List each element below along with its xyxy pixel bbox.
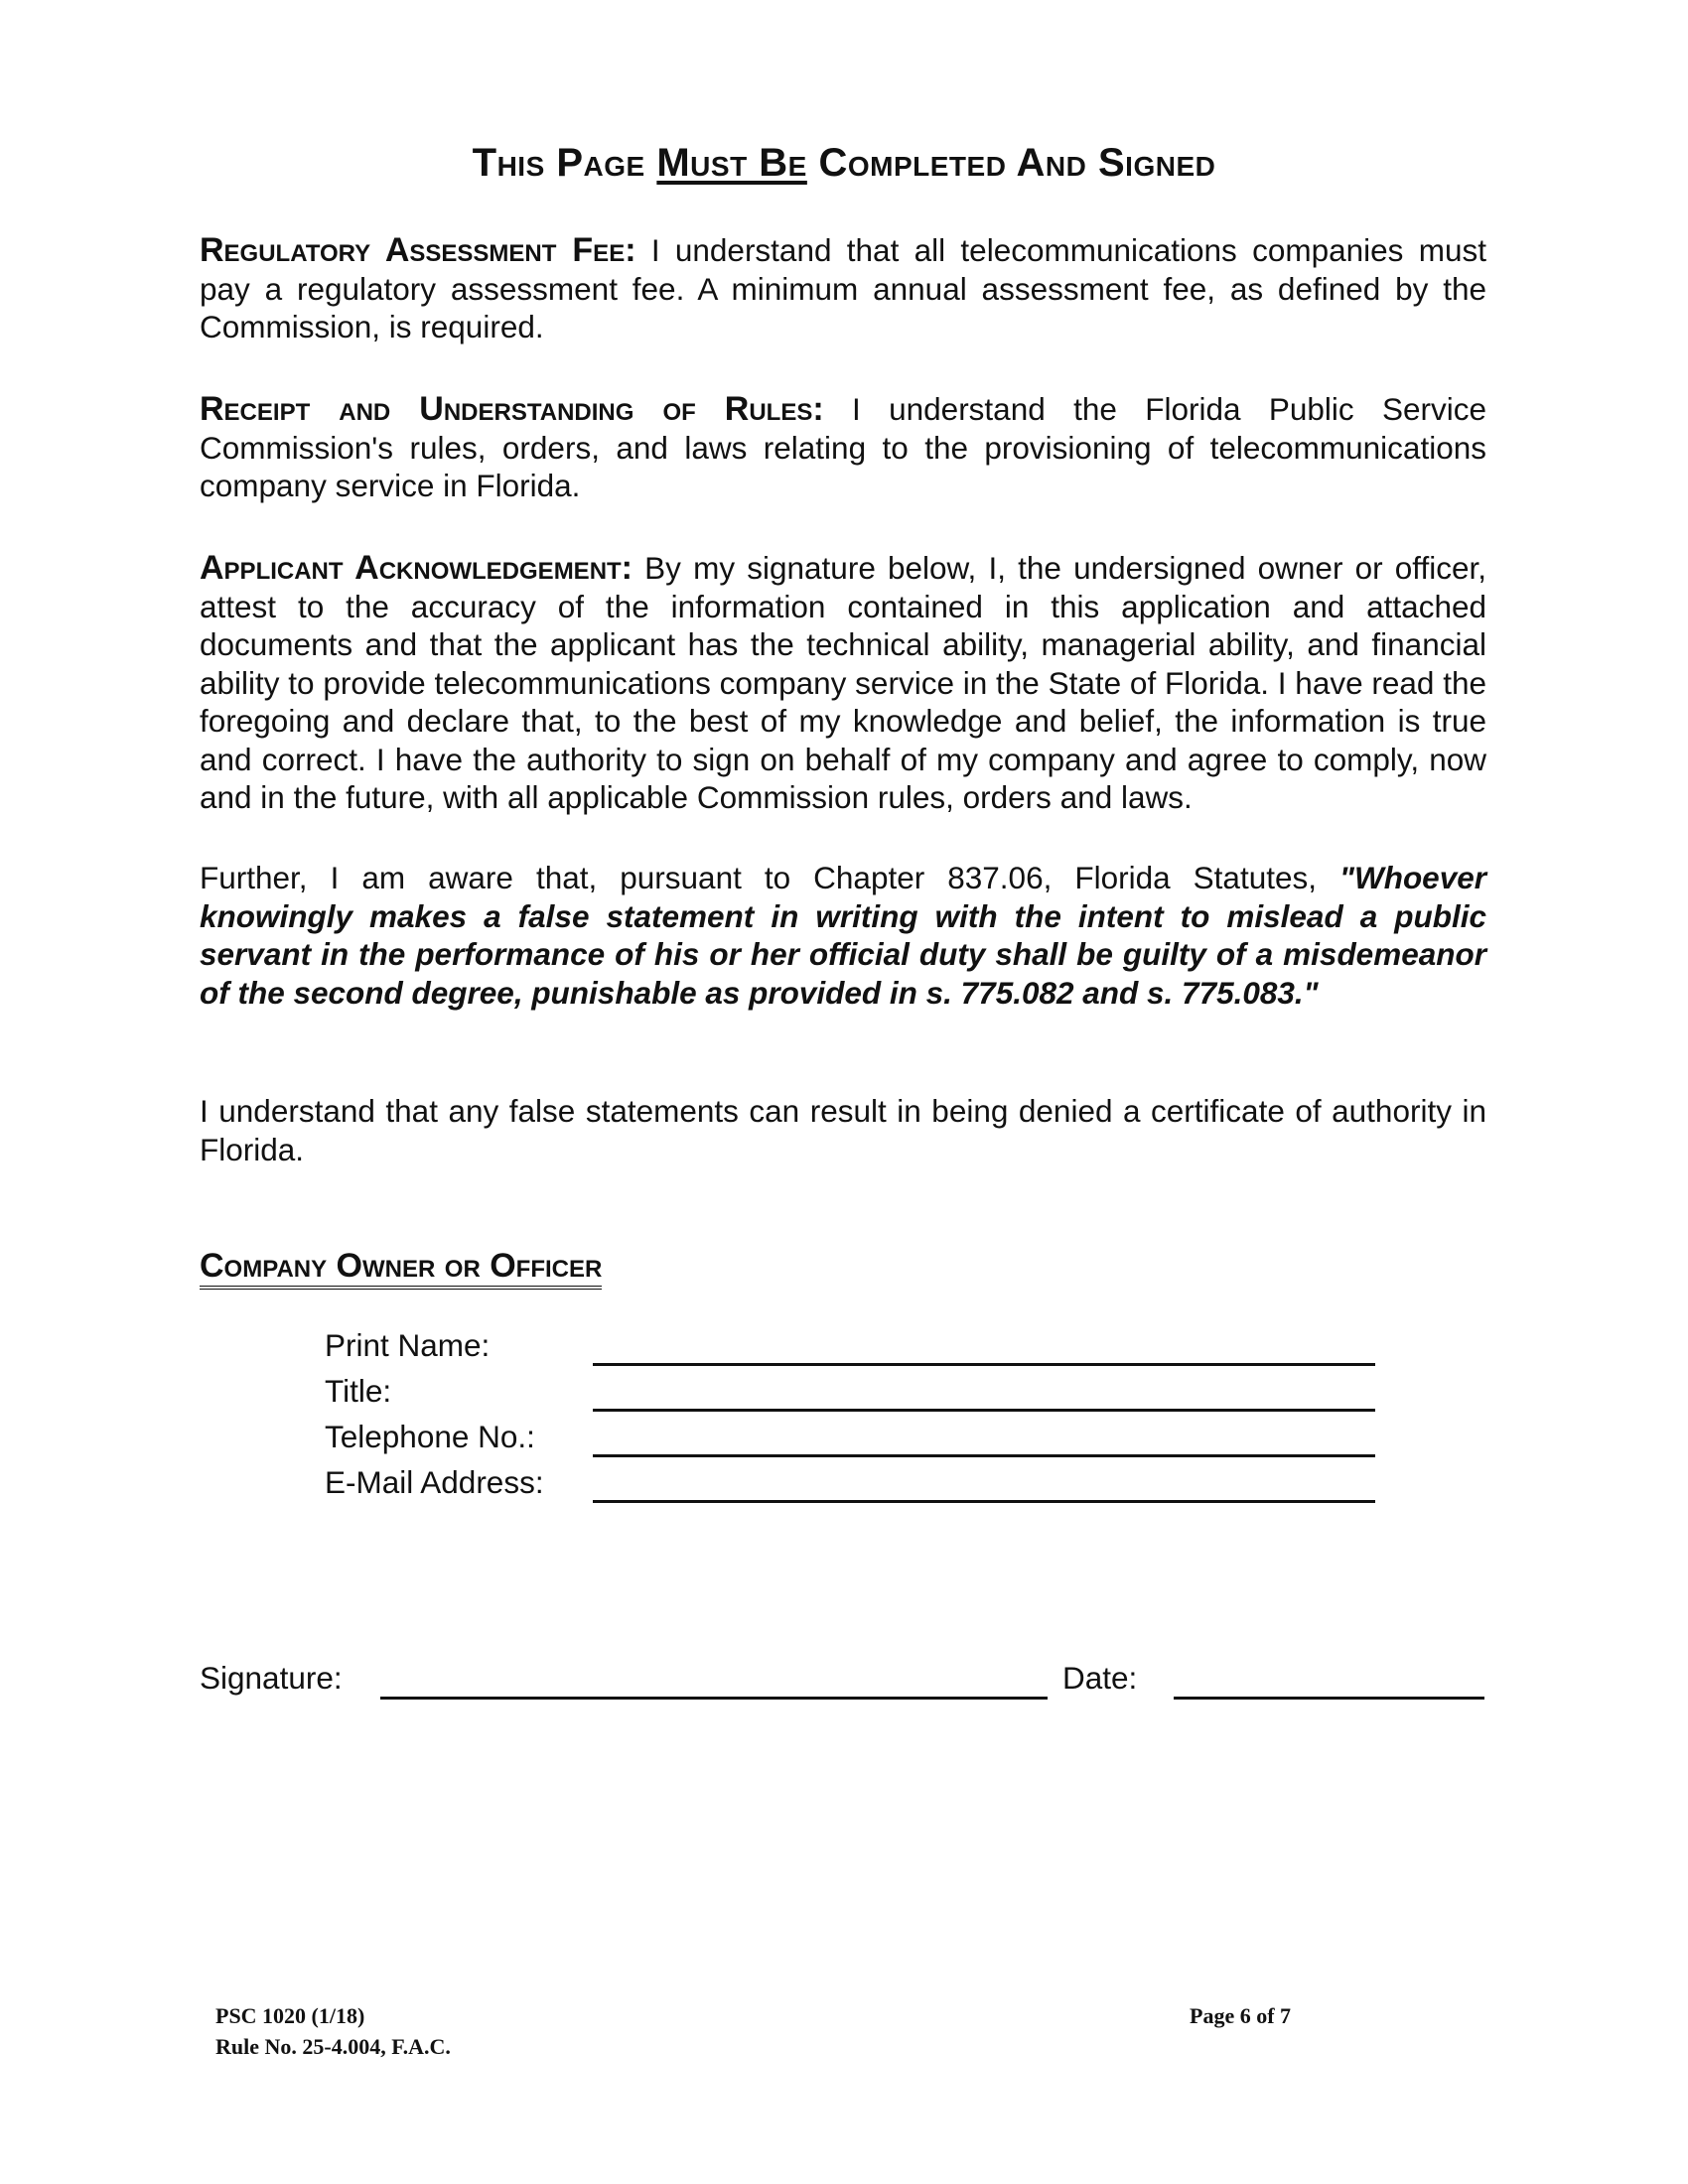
footer-rule-number: Rule No. 25-4.004, F.A.C. (215, 2034, 451, 2059)
email-row (325, 1462, 1377, 1506)
title-part-2-underlined: Must Be (656, 141, 807, 185)
applicant-acknowledgement-heading: Applicant Acknowledgement: (200, 549, 633, 587)
receipt-rules-text: I understand the Florida Public Service Commission's rules, orders, and laws relating to the provisioning of telecommunications company service in Florida. (200, 391, 1486, 503)
applicant-acknowledgement-text: By my signature below, I, the undersigned owner or officer, attest to the accuracy of the information contained in this application and attached documents and that the applicant has the technical ability, managerial ability, and financial ability to provide telecommunications company service in the State of Florida. I have read the foregoing and declare that, to the best of my knowledge and belief, the information is true and correct. I have the authority to sign on behalf of my company and agree to comply, now and in the future, with all applicable Commission rules, orders and laws. (200, 550, 1486, 815)
applicant-acknowledgement-paragraph (200, 549, 1486, 817)
statute-intro-text: Further, I am aware that, pursuant to Chapter 837.06, Florida Statutes, (200, 860, 1340, 895)
statute-quote: "Whoever knowingly makes a false statement in writing with the intent to mislead a public servant in the performance of his or her official duty shall be guilty of a misdemeanor of the second degree, punishable as provided in s. 775.082 and s. 775.083." (200, 860, 1486, 1011)
footer-page-number: Page 6 of 7 (1190, 2003, 1292, 2028)
email-label: E-Mail Address: (325, 1464, 544, 1500)
title-part-3: Completed And Signed (806, 141, 1216, 185)
regulatory-assessment-paragraph (200, 231, 1486, 346)
telephone-field[interactable] (593, 1454, 1375, 1457)
page-title (0, 141, 1688, 186)
statute-paragraph (200, 859, 1486, 1012)
title-part-1: This Page (472, 141, 657, 185)
false-statements-text: I understand that any false statements can result in being denied a certificate of authority in Florida. (200, 1093, 1486, 1167)
title-label: Title: (325, 1373, 392, 1409)
title-field[interactable] (593, 1409, 1375, 1412)
signature-field[interactable] (380, 1697, 1048, 1700)
date-field[interactable] (1174, 1697, 1484, 1700)
regulatory-assessment-heading: Regulatory Assessment Fee: (200, 231, 636, 269)
print-name-label: Print Name: (325, 1327, 491, 1363)
email-field[interactable] (593, 1500, 1375, 1503)
date-label: Date: (1062, 1660, 1138, 1696)
title-row (325, 1371, 1377, 1415)
owner-section-heading: Company Owner or Officer (200, 1246, 602, 1290)
regulatory-assessment-text: I understand that all telecommunications companies must pay a regulatory assessment fee. A minimum annual assessment fee, as defined by the Commission, is required. (200, 232, 1486, 344)
print-name-field[interactable] (593, 1363, 1375, 1366)
print-name-row (325, 1325, 1377, 1369)
receipt-rules-paragraph (200, 390, 1486, 505)
telephone-row (325, 1417, 1377, 1460)
signature-label: Signature: (200, 1660, 343, 1696)
false-statements-paragraph (200, 1092, 1486, 1168)
footer-form-info (215, 2000, 451, 2062)
telephone-label: Telephone No.: (325, 1419, 535, 1454)
footer-form-number: PSC 1020 (1/18) (215, 2003, 365, 2028)
receipt-rules-heading: Receipt and Understanding of Rules: (200, 390, 824, 428)
